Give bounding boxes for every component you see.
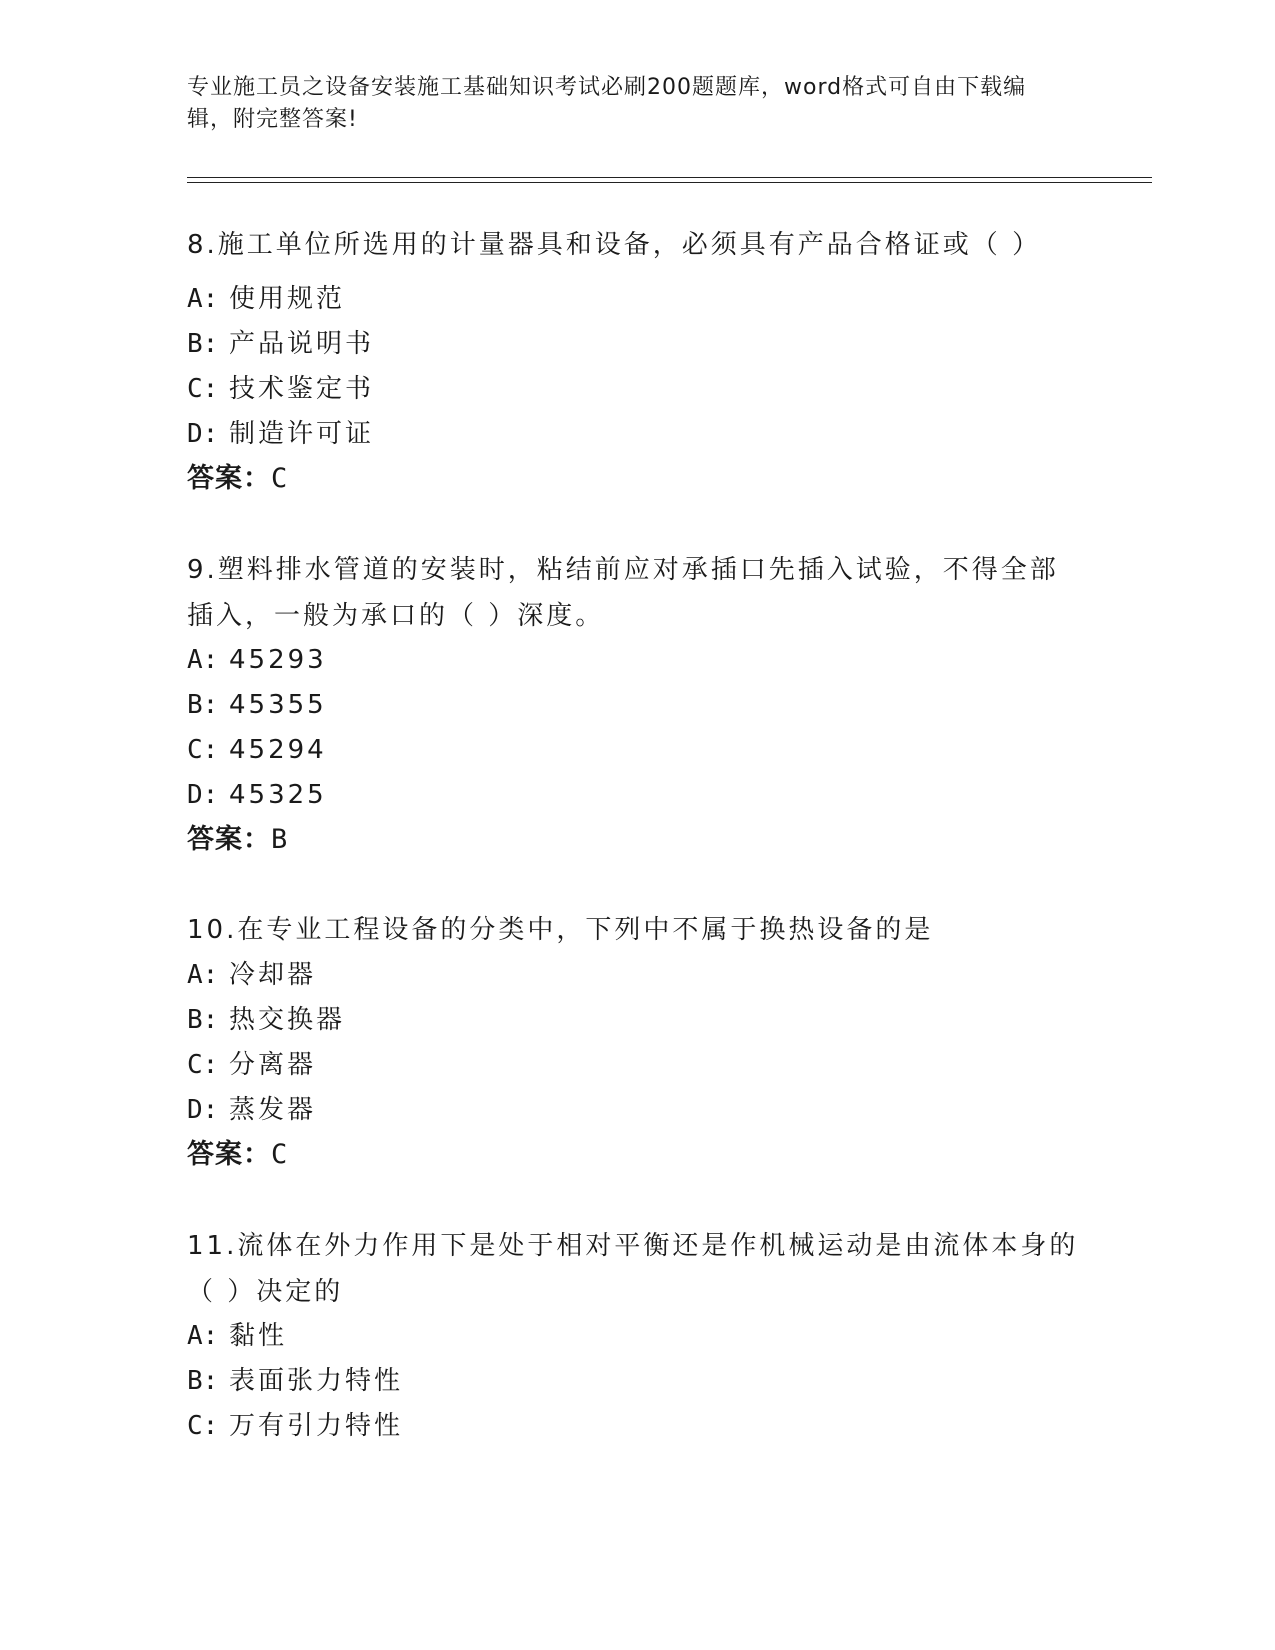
- option-letter: B:: [187, 690, 219, 720]
- option-letter: A:: [187, 284, 219, 314]
- option-text: 产品说明书: [229, 329, 375, 359]
- question-9-option-c: [187, 727, 327, 773]
- option-letter: C:: [187, 374, 219, 404]
- question-9-text: 9.塑料排水管道的安装时，粘结前应对承插口先插入试验，不得全部插入，一般为承口的（ ）深度。: [187, 555, 1059, 631]
- question-9-answer: [187, 817, 288, 863]
- question-10-answer: [187, 1132, 288, 1178]
- option-letter: D:: [187, 780, 219, 810]
- option-text: 分离器: [229, 1050, 317, 1080]
- question-10-option-c: [187, 1042, 316, 1088]
- option-letter: D:: [187, 419, 219, 449]
- option-text: 冷却器: [229, 960, 317, 990]
- option-text: 45293: [229, 645, 327, 675]
- question-8-option-b: [187, 321, 374, 367]
- option-text: 制造许可证: [229, 419, 375, 449]
- question-9-option-b: [187, 682, 327, 728]
- option-letter: C:: [187, 735, 219, 765]
- option-text: 技术鉴定书: [229, 374, 375, 404]
- question-11-text: 11.流体在外力作用下是处于相对平衡还是作机械运动是由流体本身的（ ）决定的: [187, 1231, 1079, 1307]
- option-letter: C:: [187, 1050, 219, 1080]
- option-text: 蒸发器: [229, 1095, 317, 1125]
- answer-value: C: [271, 463, 289, 494]
- question-8-option-c: [187, 366, 374, 412]
- answer-label: 答案：: [187, 1139, 271, 1170]
- answer-label: 答案：: [187, 824, 271, 855]
- answer-value: B: [271, 824, 289, 855]
- question-8-option-a: [187, 276, 345, 322]
- question-8-option-d: [187, 411, 374, 457]
- option-letter: D:: [187, 1095, 219, 1125]
- header-rule-bottom: [187, 182, 1152, 183]
- question-11-option-a: [187, 1313, 287, 1359]
- option-text: 热交换器: [229, 1005, 346, 1035]
- question-10-option-b: [187, 997, 345, 1043]
- question-8-answer: [187, 456, 288, 502]
- question-8-text: 8.施工单位所选用的计量器具和设备，必须具有产品合格证或（ ）: [187, 230, 1042, 260]
- answer-value: C: [271, 1139, 289, 1170]
- header-rule-top: [187, 177, 1152, 178]
- question-10-option-a: [187, 952, 316, 998]
- option-letter: B:: [187, 329, 219, 359]
- option-text: 45355: [229, 690, 327, 720]
- question-11-option-c: [187, 1403, 403, 1449]
- option-text: 45294: [229, 735, 327, 765]
- option-letter: A:: [187, 645, 219, 675]
- document-header: 专业施工员之设备安装施工基础知识考试必刷200题题库，word格式可自由下载编辑，附完整答案!: [187, 75, 1027, 132]
- option-letter: A:: [187, 960, 219, 990]
- answer-label: 答案：: [187, 463, 271, 494]
- option-text: 黏性: [229, 1321, 288, 1351]
- question-10-text: 10.在专业工程设备的分类中，下列中不属于换热设备的是: [187, 915, 934, 945]
- question-11-option-b: [187, 1358, 403, 1404]
- option-text: 万有引力特性: [229, 1411, 404, 1441]
- option-letter: A:: [187, 1321, 219, 1351]
- option-text: 使用规范: [229, 284, 346, 314]
- option-letter: B:: [187, 1005, 219, 1035]
- option-letter: C:: [187, 1411, 219, 1441]
- option-text: 45325: [229, 780, 327, 810]
- question-10-option-d: [187, 1087, 316, 1133]
- question-9-option-d: [187, 772, 327, 818]
- option-letter: B:: [187, 1366, 219, 1396]
- option-text: 表面张力特性: [229, 1366, 404, 1396]
- question-9-option-a: [187, 637, 327, 683]
